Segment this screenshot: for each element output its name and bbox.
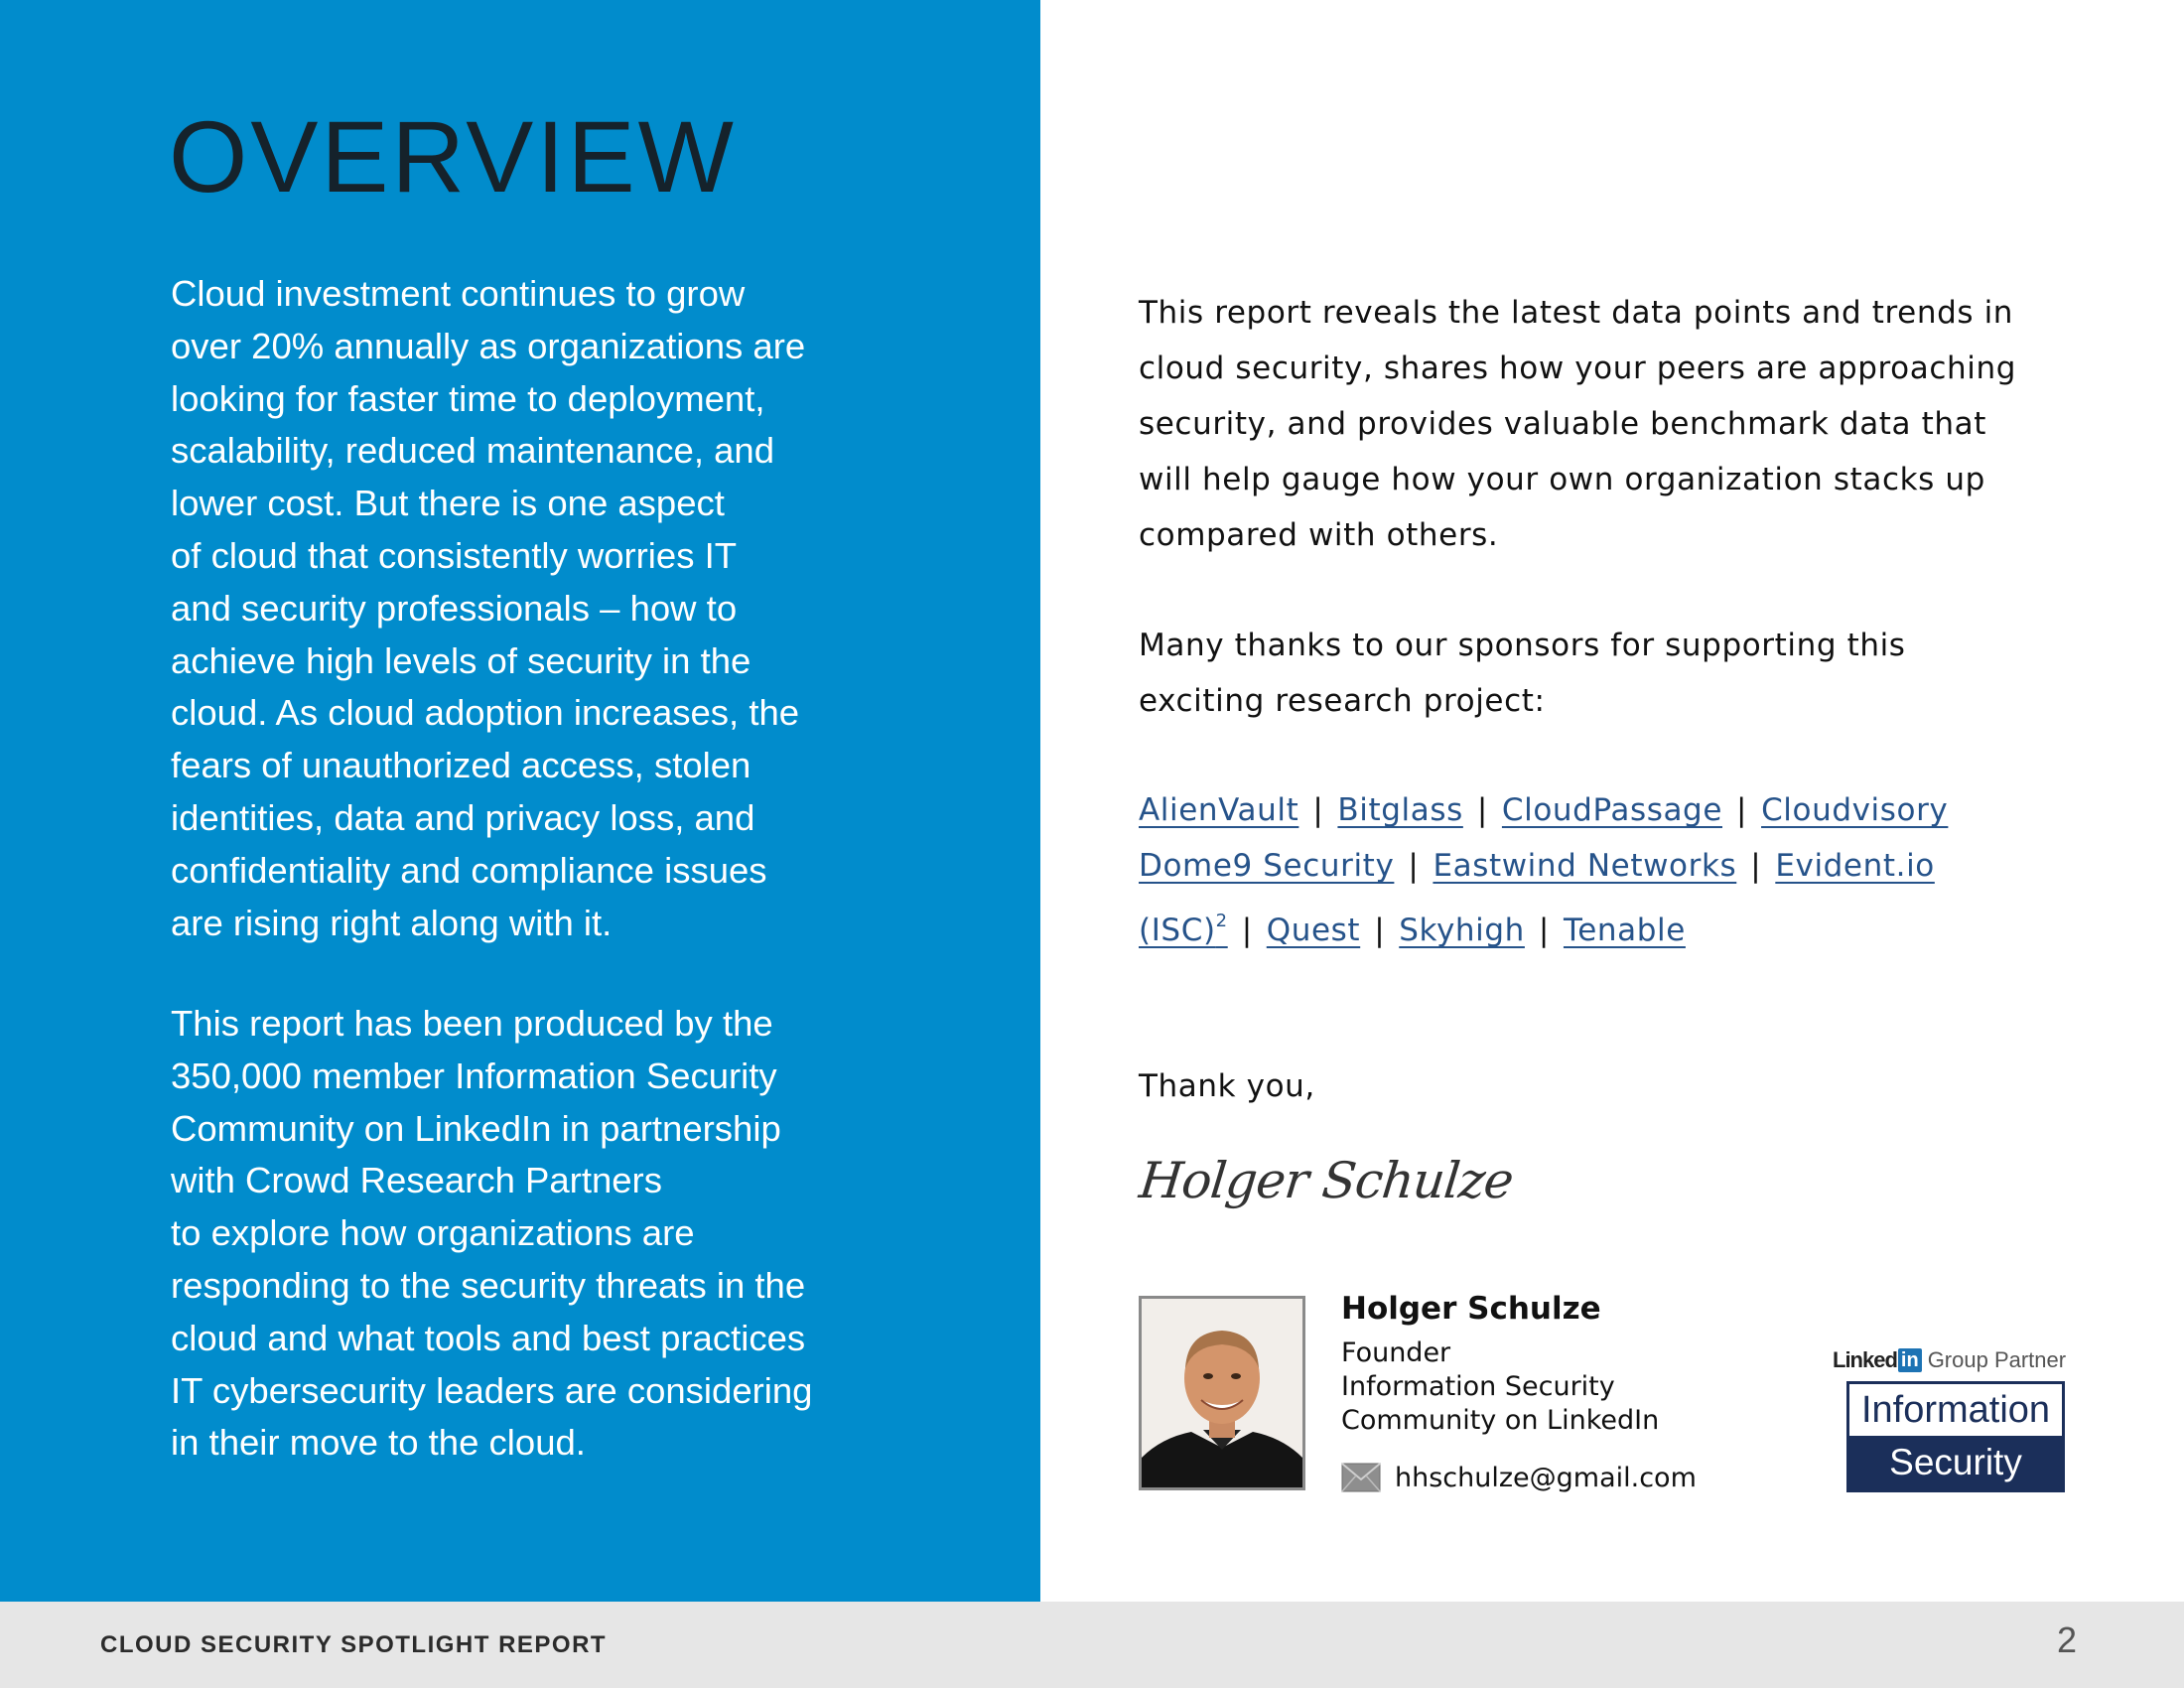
- text-line: confidentiality and compliance issues: [171, 849, 767, 891]
- sponsor-link-alienvault[interactable]: AlienVault: [1139, 792, 1299, 828]
- separator: |: [1476, 792, 1488, 828]
- overview-paragraph-2: [171, 998, 915, 1470]
- text-line: IT cybersecurity leaders are considering: [171, 1369, 813, 1411]
- portrait-image: [1142, 1299, 1302, 1487]
- sponsor-link-quest[interactable]: Quest: [1266, 913, 1361, 948]
- contact-line: Community on LinkedIn: [1341, 1405, 1660, 1436]
- sponsor-row: [1139, 894, 2092, 958]
- text-line: of cloud that consistently worries IT: [171, 534, 738, 576]
- envelope-icon: [1341, 1463, 1381, 1492]
- text-line: in their move to the cloud.: [171, 1422, 586, 1464]
- sponsor-thanks-paragraph: [1139, 618, 2092, 729]
- separator: |: [1750, 848, 1762, 884]
- email-row[interactable]: [1341, 1460, 1697, 1495]
- linkedin-in-logo: in: [1898, 1348, 1922, 1372]
- footer-report-title: CLOUD SECURITY SPOTLIGHT REPORT: [100, 1631, 608, 1658]
- sponsor-row: [1139, 782, 2092, 838]
- contact-line: Information Security: [1341, 1371, 1615, 1402]
- email-address[interactable]: hhschulze@gmail.com: [1395, 1462, 1697, 1493]
- left-panel: [0, 0, 1040, 1602]
- contact-name: Holger Schulze: [1341, 1291, 1601, 1327]
- page-footer: [0, 1602, 2184, 1688]
- text-line: lower cost. But there is one aspect: [171, 483, 725, 524]
- text-line: Community on LinkedIn in partnership: [171, 1107, 781, 1149]
- sponsor-row: [1139, 838, 2092, 894]
- page-number: 2: [2057, 1619, 2078, 1660]
- separator: |: [1312, 792, 1324, 828]
- text-line: to explore how organizations are: [171, 1212, 695, 1254]
- text-line: This report reveals the latest data points and trends in: [1139, 295, 2014, 331]
- group-partner-label: Group Partner: [1927, 1347, 2067, 1372]
- separator: |: [1241, 913, 1253, 948]
- handwritten-signature: Holger Schulze: [1136, 1152, 1516, 1209]
- badge-security-text: Security: [1849, 1436, 2062, 1489]
- text-line: cloud and what tools and best practices: [171, 1317, 806, 1358]
- separator: |: [1736, 792, 1748, 828]
- sponsor-link-eastwind[interactable]: Eastwind Networks: [1433, 848, 1737, 884]
- text-line: are rising right along with it.: [171, 902, 613, 943]
- linkedin-group-partner-badge: [1833, 1345, 2081, 1494]
- badge-information-text: Information: [1860, 1389, 2051, 1431]
- sponsor-isc-superscript: 2: [1215, 911, 1228, 931]
- contact-title: [1341, 1336, 1659, 1438]
- sponsor-link-isc[interactable]: [1139, 913, 1228, 948]
- thank-you-text: Thank you,: [1139, 1068, 1315, 1104]
- text-line: security, and provides valuable benchmark data that: [1139, 406, 1986, 442]
- text-line: cloud security, shares how your peers are approaching: [1139, 351, 2016, 386]
- sponsor-isc-label: (ISC): [1139, 913, 1216, 948]
- text-line: over 20% annually as organizations are: [171, 325, 806, 366]
- text-line: will help gauge how your own organization stacks up: [1139, 462, 1985, 497]
- sponsor-link-bitglass[interactable]: Bitglass: [1337, 792, 1463, 828]
- badge-header: [1833, 1345, 2066, 1375]
- sponsor-link-tenable[interactable]: Tenable: [1563, 913, 1686, 948]
- page-title: OVERVIEW: [169, 100, 737, 213]
- separator: |: [1374, 913, 1386, 948]
- separator: |: [1408, 848, 1420, 884]
- text-line: Cloud investment continues to grow: [171, 273, 746, 314]
- linkedin-wordmark: Linked: [1833, 1347, 1897, 1372]
- sponsor-link-skyhigh[interactable]: Skyhigh: [1399, 913, 1525, 948]
- text-line: scalability, reduced maintenance, and: [171, 430, 775, 472]
- overview-paragraph-1: [171, 268, 915, 949]
- text-line: exciting research project:: [1139, 683, 1546, 719]
- text-line: This report has been produced by the: [171, 1003, 773, 1044]
- text-line: fears of unauthorized access, stolen: [171, 745, 751, 786]
- report-intro-paragraph: [1139, 285, 2092, 563]
- text-line: identities, data and privacy loss, and: [171, 796, 755, 838]
- text-line: with Crowd Research Partners: [171, 1160, 662, 1201]
- separator: |: [1538, 913, 1550, 948]
- sponsor-link-cloudvisory[interactable]: Cloudvisory: [1761, 792, 1949, 828]
- sponsor-link-cloudpassage[interactable]: CloudPassage: [1501, 792, 1723, 828]
- sponsor-list: [1139, 782, 2092, 958]
- information-security-logo: [1846, 1381, 2065, 1492]
- text-line: 350,000 member Information Security: [171, 1055, 777, 1096]
- text-line: achieve high levels of security in the: [171, 639, 751, 681]
- text-line: looking for faster time to deployment,: [171, 377, 765, 419]
- text-line: compared with others.: [1139, 517, 1499, 553]
- text-line: Many thanks to our sponsors for supporting this: [1139, 628, 1906, 663]
- author-photo: [1139, 1296, 1305, 1490]
- text-line: responding to the security threats in the: [171, 1264, 806, 1306]
- sponsor-link-dome9[interactable]: Dome9 Security: [1139, 848, 1395, 884]
- sponsor-link-evident[interactable]: Evident.io: [1775, 848, 1935, 884]
- contact-line: Founder: [1341, 1337, 1451, 1368]
- text-line: and security professionals – how to: [171, 587, 738, 629]
- text-line: cloud. As cloud adoption increases, the: [171, 692, 800, 734]
